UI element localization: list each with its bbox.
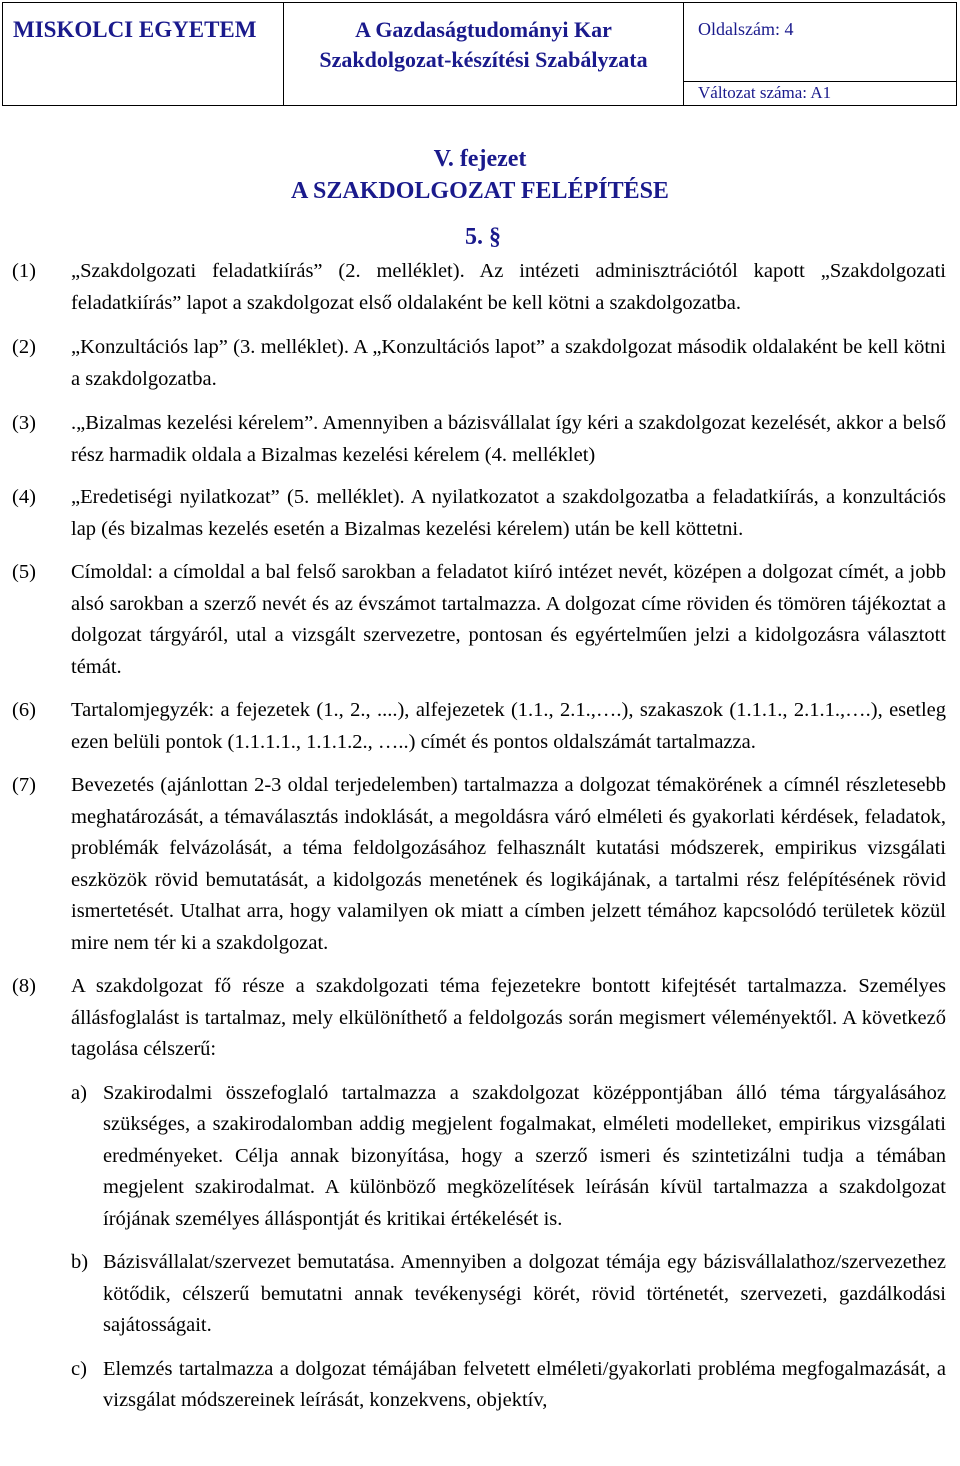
paragraph-number: (4) <box>12 486 36 508</box>
header-title-cell <box>284 3 684 105</box>
subitem-c <box>0 1354 960 1417</box>
paragraph-6 <box>0 695 960 758</box>
subitem-letter: a) <box>71 1081 87 1104</box>
subitem-text: Bázisvállalat/szervezet bemutatása. Amennyiben a dolgozat témája egy bázisvállalathoz/szervezethez kötődik, célszerű bemutatni annak tevékenységi körét, rövid történetét, szervezeti, gazdálkodási sajátosságait. <box>103 1251 946 1336</box>
paragraph-number: (5) <box>12 561 36 583</box>
paragraph-1 <box>0 256 960 319</box>
paragraph-text: Bevezetés (ajánlottan 2-3 oldal terjedelemben) tartalmazza a dolgozat témakörének a címnél részletesebb meghatározását, a témaválasztás indoklását, a megoldásra váró elméleti és gyakorlati kérdések, feladatok, problémák felvázolását, a téma feldolgozásához felhasznált kutatási módszerek, empirikus vizsgálati eszközök rövid bemutatását, a kidolgozás menetének és logikájának, a tartalmi rész felépítésének rövid ismertetését. Utalhat arra, hogy valamilyen ok miatt a címben jelzett témához kapcsolódó területek közül mire nem tér ki a szakdolgozat. <box>71 774 946 954</box>
paragraph-2 <box>0 332 960 395</box>
header-university-cell <box>3 3 284 105</box>
paragraph-number: (1) <box>12 260 36 282</box>
subitem-letter: c) <box>71 1357 87 1380</box>
subitem-letter: b) <box>71 1251 89 1273</box>
paragraph-number: (6) <box>12 699 36 721</box>
page-number: Oldalszám: 4 <box>698 19 794 39</box>
paragraph-text: Címoldal: a címoldal a bal felső sarokban a feladatot kiíró intézet nevét, középen a dolgozat címét, a jobb alsó sarokban a szerző nevét és az évszámot tartalmazza. A dolgozat címe röviden és tömören tájékoztat a dolgozat tárgyáról, utal a vizsgált szervezetre, pontosan és egyértelműen jelzi a kidolgozásra választott témát. <box>71 561 946 678</box>
paragraph-number: (7) <box>12 774 36 796</box>
paragraph-text: Tartalomjegyzék: a fejezetek (1., 2., ....), alfejezetek (1.1., 2.1.,….), szakaszok (1.1.1., 2.1.1.,….), esetleg ezen belüli pontok (1.1.1.1., 1.1.1.2., …..) címét és pontos oldalszámát tartalmazza. <box>71 699 946 753</box>
subitem-text: Elemzés tartalmazza a dolgozat témájában felvetett elméleti/gyakorlati probléma megfogalmazását, a vizsgálat módszereinek leírását, konzekvens, objektív, <box>103 1357 946 1411</box>
page-number-row <box>684 3 956 82</box>
paragraph-number: (8) <box>12 975 36 997</box>
paragraph-number: (2) <box>12 336 36 358</box>
section-number: 5. § <box>465 224 501 250</box>
subitem-b <box>0 1247 960 1342</box>
version-number: Változat száma: A1 <box>698 83 832 102</box>
chapter-number: V. fejezet <box>433 146 527 172</box>
paragraph-number: (3) <box>12 412 36 434</box>
paragraph-4 <box>0 482 960 545</box>
paragraph-text: .„Bizalmas kezelési kérelem”. Amennyiben a bázisvállalat így kéri a szakdolgozat kezelését, akkor a belső rész harmadik oldala a Bizalmas kezelési kérelem (4. melléklet) <box>71 412 946 466</box>
document-header <box>2 2 957 106</box>
subitem-a <box>0 1078 960 1236</box>
faculty-name: A Gazdaságtudományi Kar <box>355 17 612 42</box>
paragraph-7 <box>0 770 960 959</box>
university-name: MISKOLCI EGYETEM <box>13 17 257 42</box>
paragraph-text: A szakdolgozat fő része a szakdolgozati téma fejezetekre bontott kifejtését tartalmazza. Személyes állásfoglalást is tartalmaz, mely elkülöníthető a feldolgozás során megismert véleményektől. A következő tagolása célszerű: <box>71 975 946 1060</box>
paragraph-3 <box>0 408 960 471</box>
paragraph-8 <box>0 971 960 1066</box>
subitem-text: Szakirodalmi összefoglaló tartalmazza a szakdolgozat középpontjában álló téma tárgyalásához szükséges, a szakirodalomban addig megjelent fogalmakat, elméleti modelleket, empirikus vizsgálati eredményeket. Célja annak bizonyítása, hogy a szerző ismeri és szintetizálni tudja a témában megjelent szakirodalmat. A különböző megközelítések leírásán kívül tartalmazza a szakdolgozat írójának személyes álláspontját és kritikai értékelését is. <box>103 1081 946 1230</box>
document-body <box>0 256 960 1417</box>
regulation-name: Szakdolgozat-készítési Szabályzata <box>319 47 648 72</box>
paragraph-text: „Eredetiségi nyilatkozat” (5. melléklet). A nyilatkozatot a szakdolgozatba a feladatkiírás, a konzultációs lap (és bizalmas kezelés esetén a Bizalmas kezelési kérelem) után be kell köttetni. <box>71 486 946 540</box>
paragraph-5 <box>0 557 960 683</box>
header-meta-cell <box>684 3 956 105</box>
paragraph-text: „Konzultációs lap” (3. melléklet). A „Konzultációs lapot” a szakdolgozat második oldalaként be kell kötni a szakdolgozatba. <box>71 336 946 390</box>
chapter-title: A SZAKDOLGOZAT FELÉPÍTÉSE <box>291 178 669 204</box>
paragraph-text: „Szakdolgozati feladatkiírás” (2. melléklet). Az intézeti adminisztrációtól kapott „Szakdolgozati feladatkiírás” lapot a szakdolgozat első oldalaként be kell kötni a szakdolgozatba. <box>71 260 946 314</box>
